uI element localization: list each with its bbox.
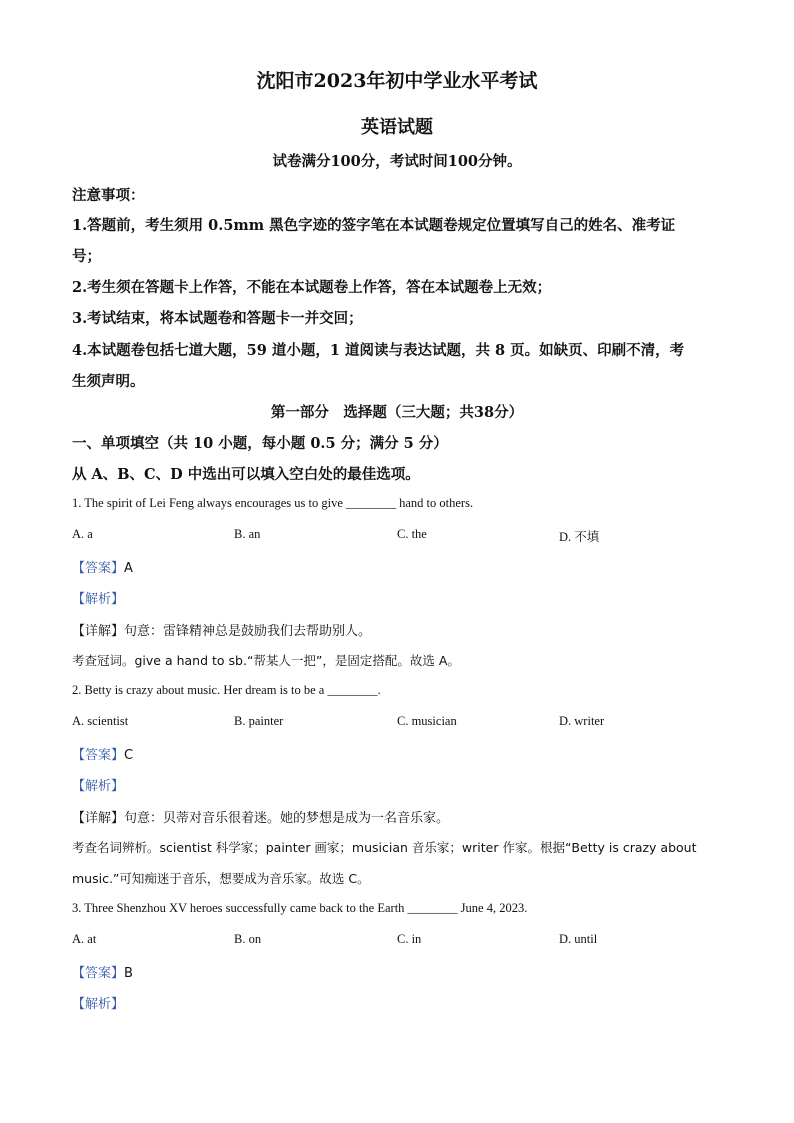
analysis-label: 【解析】 [72,779,125,794]
answer-value: C [124,748,134,763]
option-c: C. the [397,527,427,541]
explanation-text: 考查名词辨析。scientist 科学家；painter 画家；musician 音乐家；writer 作家。根据“Betty is crazy about [72,840,697,855]
option-c: C. in [397,932,422,946]
answer-line [72,962,133,981]
option-b: B. an [234,527,261,541]
detail-line [72,807,449,826]
option-a: A. at [72,932,97,946]
option-d: D. writer [559,714,605,728]
note-item-4: 4.本试题卷包括七道大题，59 道小题，1 道阅读与表达试题，共 8 页。如缺页、印刷不清，考 [72,342,685,359]
explanation-text: 考查冠词。give a hand to sb.“帮某人一把”，是固定搭配。故选 A。 [72,653,460,668]
analysis-label: 【解析】 [72,997,125,1012]
note-item-1-cont: 号； [72,248,101,265]
analysis-label: 【解析】 [72,592,125,607]
detail-text: 句意：贝蒂对音乐很着迷。她的梦想是成为一名音乐家。 [124,811,450,826]
note-item-2: 2.考生须在答题卡上作答，不能在本试题卷上作答，答在本试题卷上无效； [72,279,552,296]
option-a: A. scientist [72,714,129,728]
question-stem: 3. Three Shenzhou XV heroes successfully came back to the Earth ________ June 4, 2023. [72,901,528,915]
detail-label: 【详解】 [72,624,125,639]
option-d: D. until [559,932,598,946]
option-b: B. on [234,932,262,946]
note-item-1: 1.答题前，考生须用 0.5mm 黑色字迹的签字笔在本试题卷规定位置填写自己的姓名、准考证 [72,217,676,234]
exam-title: 沈阳市2023年初中学业水平考试 [256,70,538,92]
detail-text: 句意：雷锋精神总是鼓励我们去帮助别人。 [124,624,372,639]
section-heading: 一、单项填空（共 10 小题，每小题 0.5 分；满分 5 分） [72,435,448,452]
answer-line [72,557,133,576]
section-instruction: 从 A、B、C、D 中选出可以填入空白处的最佳选项。 [72,466,420,483]
answer-label: 【答案】 [72,561,125,576]
note-item-3: 3.考试结束，将本试题卷和答题卡一并交回； [72,310,363,327]
option-c: C. musician [397,714,457,728]
answer-value: B [124,966,133,981]
question-stem: 2. Betty is crazy about music. Her dream is to be a ________. [72,683,381,697]
answer-line [72,744,133,763]
answer-value: A [124,561,133,576]
explanation-text-cont: music.”可知痴迷于音乐，想要成为音乐家。故选 C。 [72,871,370,886]
detail-line [72,620,371,639]
note-item-4-cont: 生须声明。 [72,373,145,390]
question-stem: 1. The spirit of Lei Feng always encourages us to give ________ hand to others. [72,496,474,510]
exam-subtitle: 英语试题 [361,117,433,138]
option-a: A. a [72,527,93,541]
option-b: B. painter [234,714,284,728]
part-heading: 第一部分 选择题（三大题；共38分） [270,404,524,421]
exam-info: 试卷满分100分，考试时间100分钟。 [272,153,522,170]
answer-label: 【答案】 [72,966,125,981]
answer-label: 【答案】 [72,748,125,763]
notes-heading: 注意事项： [72,187,145,204]
detail-label: 【详解】 [72,811,125,826]
option-d: D. 不填 [559,530,600,544]
